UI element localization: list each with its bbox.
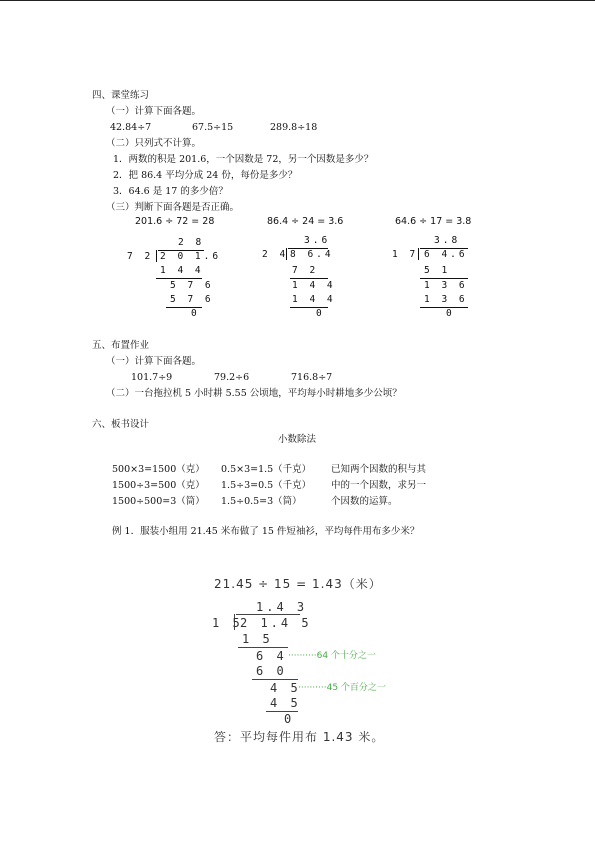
board-quotient: 1.4 3: [256, 600, 308, 614]
question-item: 1．两数的积是 201.6，一个因数是 72，另一个因数是多少？: [113, 154, 374, 165]
part-label: （一）计算下面各题。: [106, 106, 202, 117]
subtract-line: [420, 278, 468, 279]
remainder-row: 1 3 6: [424, 280, 468, 291]
divisor: 7 2: [127, 251, 154, 262]
board-step: 1 5: [242, 632, 273, 646]
board-dividend: 2 1.4 5: [240, 616, 312, 630]
board-equation: 21.45 ÷ 15 = 1.43（米）: [214, 577, 382, 591]
board-line: 500×3=1500（克）: [112, 464, 205, 475]
homework-item: 101.7÷9: [131, 372, 173, 383]
board-answer: 答：平均每件用布 1.43 米。: [214, 730, 385, 744]
board-remainder: 0: [284, 712, 295, 726]
homework-question: （二）一台拖拉机 5 小时耕 5.55 公顷地，平均每小时耕地多少公顷？: [106, 388, 402, 399]
divisor: 1 7: [392, 249, 419, 260]
board-note: 已知两个因数的积与其: [331, 464, 427, 475]
partial-product: 1 3 6: [424, 294, 468, 305]
division-bracket: [156, 250, 157, 262]
board-annotation: ··········45 个百分之一: [298, 683, 386, 693]
subtract-line: [156, 278, 202, 279]
subtract-line: [290, 278, 328, 279]
equation: 64.6 ÷ 17 = 3.8: [395, 216, 472, 227]
top-border-line: [0, 0, 595, 1]
part-label: （一）计算下面各题。: [106, 356, 202, 367]
exercise-item: 289.8÷18: [270, 122, 318, 133]
board-annotation: ··········64 个十分之一: [288, 651, 376, 661]
example-problem: 例 1．服装小组用 21.45 米布做了 15 件短袖衫，平均每件用布多少米？: [112, 526, 420, 537]
partial-product: 7 2: [292, 265, 319, 276]
remainder-row: 1 4 4: [292, 280, 336, 291]
board-step: 6 4: [256, 649, 287, 663]
remainder: 0: [446, 308, 455, 319]
section-heading: 五、布置作业: [92, 340, 150, 351]
quotient: 2 8: [178, 237, 205, 248]
remainder: 0: [191, 308, 200, 319]
question-item: 3．64.6 是 17 的多少倍？: [113, 186, 228, 197]
board-title: 小数除法: [278, 434, 317, 445]
board-step: 4 5: [270, 696, 301, 710]
section-heading: 四、课堂练习: [92, 90, 150, 101]
quotient: 3.8: [434, 235, 461, 246]
partial-product: 5 7 6: [170, 294, 214, 305]
part-label: （三）判断下面各题是否正确。: [106, 202, 240, 213]
board-line: 1.5÷0.5=3（筒）: [221, 496, 302, 507]
dividend: 8 6.4: [290, 249, 334, 260]
exercise-item: 67.5÷15: [192, 122, 234, 133]
board-step: 6 0: [256, 664, 287, 678]
remainder-row: 5 7 6: [170, 280, 214, 291]
board-note: 个因数的运算。: [331, 496, 398, 507]
board-line: 1.5÷3=0.5（千克）: [221, 480, 312, 491]
board-line: 0.5×3=1.5（千克）: [221, 464, 312, 475]
board-step: 4 5: [270, 681, 301, 695]
equation: 86.4 ÷ 24 = 3.6: [267, 216, 344, 227]
section-heading: 六、板书设计: [92, 419, 150, 430]
partial-product: 5 1: [424, 265, 451, 276]
board-line: 1500÷500=3（筒）: [112, 496, 205, 507]
quotient: 3.6: [304, 235, 331, 246]
partial-product: 1 4 4: [292, 294, 336, 305]
partial-product: 1 4 4: [160, 265, 204, 276]
board-divisor: 1 5: [212, 616, 243, 630]
board-line: 1500÷3=500（克）: [112, 480, 205, 491]
question-item: 2．把 86.4 平均分成 24 份，每份是多少？: [113, 170, 298, 181]
remainder: 0: [316, 308, 325, 319]
dividend: 6 4.6: [424, 249, 468, 260]
part-label: （二）只列式不计算。: [106, 138, 202, 149]
equation: 201.6 ÷ 72 = 28: [135, 216, 215, 227]
homework-item: 79.2÷6: [214, 372, 250, 383]
board-note: 中的一个因数，求另一: [331, 480, 427, 491]
exercise-item: 42.84÷7: [110, 122, 152, 133]
subtract-line: [420, 307, 468, 308]
homework-item: 716.8÷7: [291, 372, 333, 383]
dividend: 2 0 1.6: [160, 251, 222, 262]
divisor: 2 4: [262, 249, 289, 260]
